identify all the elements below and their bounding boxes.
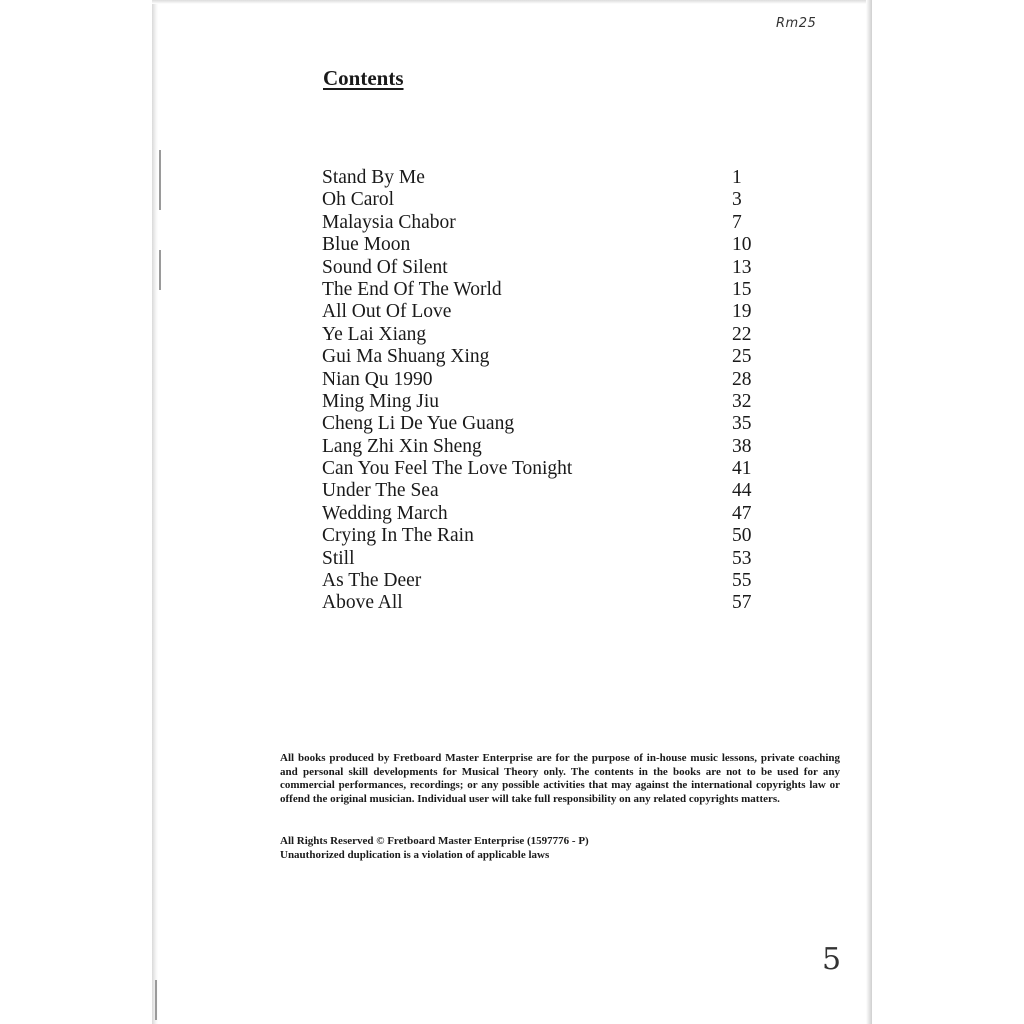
toc-entry [322, 324, 762, 346]
toc-entry [322, 189, 762, 211]
toc-entry-title: Nian Qu 1990 [322, 368, 433, 390]
table-of-contents [322, 167, 762, 615]
toc-entry-page: 22 [732, 323, 752, 345]
toc-entry-title: Wedding March [322, 502, 448, 524]
rights-block [280, 835, 840, 862]
toc-entry-title: Above All [322, 592, 403, 614]
toc-entry-page: 50 [732, 525, 752, 547]
toc-entry [322, 167, 762, 189]
toc-entry-title: Ming Ming Jiu [322, 390, 440, 412]
toc-entry [322, 480, 762, 502]
toc-entry [322, 212, 762, 234]
scan-mark [159, 250, 161, 290]
toc-entry [322, 346, 762, 368]
toc-entry-page: 10 [732, 234, 752, 256]
scan-edge-top [152, 0, 872, 4]
toc-entry-title: Blue Moon [322, 234, 411, 256]
scan-edge-right [866, 0, 872, 1024]
toc-entry-title: Crying In The Rain [322, 525, 474, 547]
toc-entry-title: Stand By Me [322, 167, 425, 188]
toc-entry [322, 279, 762, 301]
toc-entry-page: 13 [732, 256, 752, 278]
toc-entry [322, 570, 762, 592]
toc-entry-title: Lang Zhi Xin Sheng [322, 435, 482, 457]
toc-entry-title: The End Of The World [322, 278, 502, 300]
toc-entry [322, 301, 762, 323]
toc-entry-page: 28 [732, 368, 752, 390]
toc-entry [322, 436, 762, 458]
scan-edge-left [152, 0, 158, 1024]
toc-entry-page: 47 [732, 502, 752, 524]
toc-entry [322, 525, 762, 547]
toc-entry-page: 32 [732, 390, 752, 412]
toc-entry-page: 25 [732, 346, 752, 368]
toc-entry-page: 19 [732, 301, 752, 323]
toc-entry [322, 391, 762, 413]
toc-entry-title: Oh Carol [322, 189, 395, 211]
toc-entry-page: 7 [732, 211, 742, 233]
toc-entry-page: 3 [732, 189, 742, 211]
toc-entry-page: 44 [732, 480, 752, 502]
toc-entry-title: Gui Ma Shuang Xing [322, 346, 490, 368]
toc-entry-page: 15 [732, 278, 752, 300]
toc-entry [322, 234, 762, 256]
toc-entry-page: 55 [732, 570, 752, 592]
toc-entry-page: 1 [732, 167, 742, 188]
toc-entry [322, 592, 762, 614]
rights-line-copyright: All Rights Reserved © Fretboard Master Enterprise (1597776 - P) [280, 835, 589, 847]
disclaimer-text: All books produced by Fretboard Master Enterprise are for the purpose of in-house music lessons, private coaching and personal skill developments for Musical Theory only. The contents in the books are not to be used for any commercial performances, recordings; or any possible activities that may against the international copyrights law or offend the original musician. Individual user will take full responsibility on any related copyrights matters. [280, 752, 840, 805]
handwritten-page-number: 5 [822, 942, 842, 977]
toc-entry-page: 35 [732, 413, 752, 435]
rights-line-duplication: Unauthorized duplication is a violation of applicable laws [280, 848, 550, 861]
toc-entry-title: Can You Feel The Love Tonight [322, 458, 573, 480]
page-title: Contents [323, 66, 404, 90]
toc-entry [322, 503, 762, 525]
scan-mark [159, 150, 161, 210]
toc-entry-title: Still [322, 547, 355, 569]
handwritten-header-note: Rm25 [776, 16, 817, 31]
toc-entry-page: 57 [732, 592, 752, 614]
toc-entry [322, 413, 762, 435]
toc-entry-title: Under The Sea [322, 480, 439, 502]
toc-entry-title: Sound Of Silent [322, 256, 448, 278]
toc-entry [322, 548, 762, 570]
scan-mark [155, 980, 157, 1020]
toc-entry-page: 38 [732, 435, 752, 457]
toc-entry [322, 458, 762, 480]
toc-entry-title: Cheng Li De Yue Guang [322, 413, 515, 435]
toc-entry-title: All Out Of Love [322, 301, 452, 323]
toc-entry-page: 53 [732, 547, 752, 569]
toc-entry-title: Malaysia Chabor [322, 211, 456, 233]
toc-entry [322, 369, 762, 391]
toc-entry-title: As The Deer [322, 570, 422, 592]
toc-entry-page: 41 [732, 458, 752, 480]
toc-entry-title: Ye Lai Xiang [322, 323, 427, 345]
toc-entry [322, 257, 762, 279]
